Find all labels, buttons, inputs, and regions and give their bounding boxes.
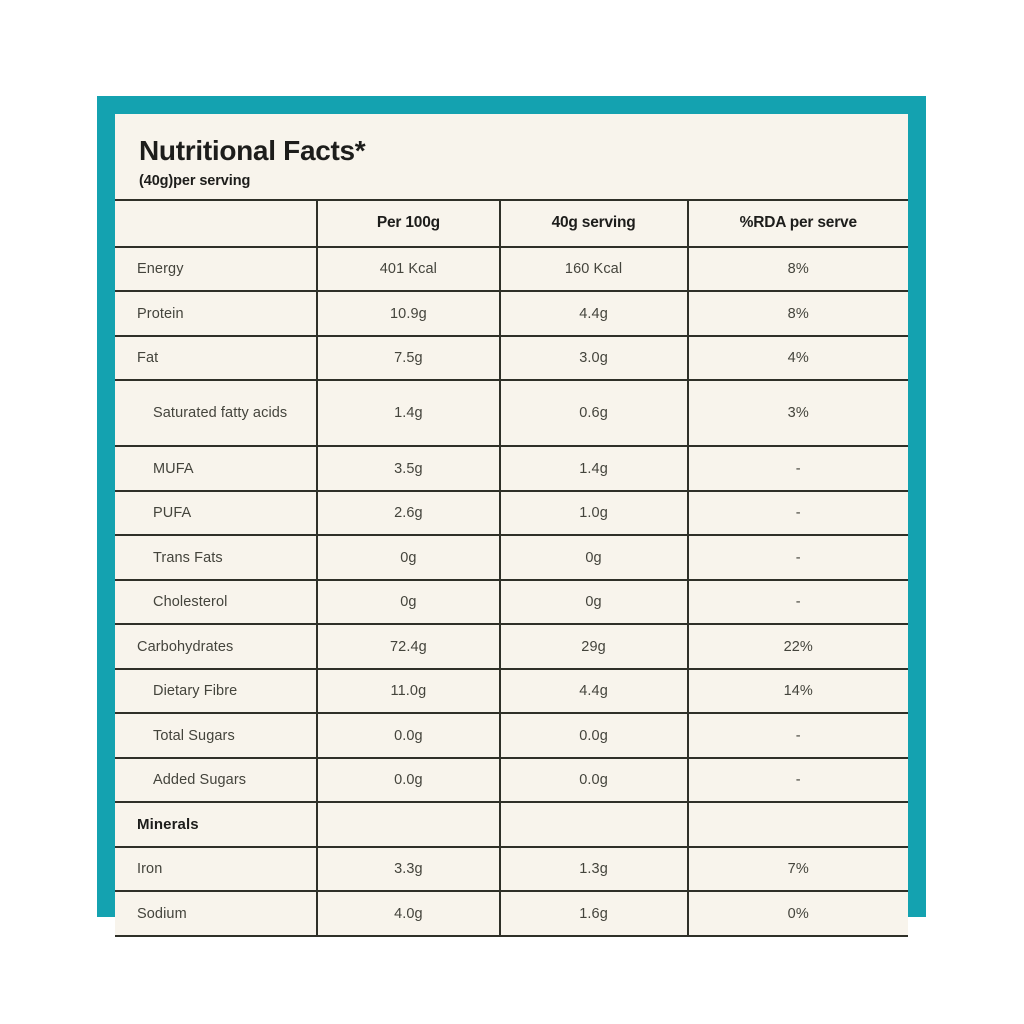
value-per-100g-cell: 4.0g	[317, 891, 499, 936]
column-header-nutrient	[115, 200, 317, 247]
value-per-100g-cell: 1.4g	[317, 380, 499, 446]
table-row	[115, 491, 908, 536]
value-rda-cell: -	[688, 491, 908, 536]
table-row	[115, 669, 908, 714]
value-per-serving-cell	[500, 802, 688, 847]
nutrient-name-cell: Iron	[115, 847, 317, 892]
value-per-100g-cell: 401 Kcal	[317, 247, 499, 292]
table-row	[115, 380, 908, 446]
nutrient-name-cell: Dietary Fibre	[115, 669, 317, 714]
value-per-serving-cell: 4.4g	[500, 291, 688, 336]
value-rda-cell: 22%	[688, 624, 908, 669]
value-rda-cell: -	[688, 580, 908, 625]
table-row	[115, 336, 908, 381]
value-per-serving-cell: 4.4g	[500, 669, 688, 714]
table-row	[115, 580, 908, 625]
nutrient-name-cell: Added Sugars	[115, 758, 317, 803]
value-per-100g-cell: 2.6g	[317, 491, 499, 536]
value-rda-cell: 7%	[688, 847, 908, 892]
table-row	[115, 847, 908, 892]
value-rda-cell: 14%	[688, 669, 908, 714]
value-per-serving-cell: 3.0g	[500, 336, 688, 381]
value-per-serving-cell: 0.0g	[500, 758, 688, 803]
table-row	[115, 713, 908, 758]
nutrient-name-cell: PUFA	[115, 491, 317, 536]
value-per-100g-cell: 0g	[317, 535, 499, 580]
value-per-serving-cell: 1.6g	[500, 891, 688, 936]
nutrient-name-cell: Trans Fats	[115, 535, 317, 580]
value-per-serving-cell: 0.0g	[500, 713, 688, 758]
value-per-100g-cell: 11.0g	[317, 669, 499, 714]
nutrient-name-cell: Sodium	[115, 891, 317, 936]
table-row	[115, 535, 908, 580]
value-per-100g-cell: 3.5g	[317, 446, 499, 491]
value-per-serving-cell: 1.0g	[500, 491, 688, 536]
nutrient-name-cell: MUFA	[115, 446, 317, 491]
value-per-serving-cell: 0g	[500, 535, 688, 580]
value-rda-cell: -	[688, 713, 908, 758]
nutrient-name-cell: Energy	[115, 247, 317, 292]
table-header-row	[115, 200, 908, 247]
section-header-cell: Minerals	[115, 802, 317, 847]
value-rda-cell: 4%	[688, 336, 908, 381]
value-per-serving-cell: 29g	[500, 624, 688, 669]
serving-size-subtitle: (40g)per serving	[139, 172, 251, 189]
table-row	[115, 624, 908, 669]
page-title: Nutritional Facts*	[139, 135, 366, 166]
label-heading-block	[115, 114, 908, 199]
nutrition-facts-table	[115, 199, 908, 937]
value-rda-cell: 0%	[688, 891, 908, 936]
value-per-100g-cell: 0g	[317, 580, 499, 625]
value-rda-cell: -	[688, 446, 908, 491]
value-per-serving-cell: 1.3g	[500, 847, 688, 892]
value-rda-cell: 8%	[688, 247, 908, 292]
table-body	[115, 247, 908, 936]
nutrient-name-cell: Fat	[115, 336, 317, 381]
nutrient-name-cell: Carbohydrates	[115, 624, 317, 669]
value-per-serving-cell: 160 Kcal	[500, 247, 688, 292]
table-row	[115, 891, 908, 936]
value-rda-cell: -	[688, 535, 908, 580]
value-per-100g-cell: 72.4g	[317, 624, 499, 669]
nutrition-label-frame	[97, 96, 926, 922]
value-per-serving-cell: 0g	[500, 580, 688, 625]
value-per-100g-cell: 7.5g	[317, 336, 499, 381]
value-per-serving-cell: 0.6g	[500, 380, 688, 446]
table-row	[115, 446, 908, 491]
nutrient-name-cell: Protein	[115, 291, 317, 336]
table-row	[115, 247, 908, 292]
column-header-per-100g: Per 100g	[317, 200, 499, 247]
value-rda-cell: 3%	[688, 380, 908, 446]
column-header-serving: 40g serving	[500, 200, 688, 247]
value-rda-cell: -	[688, 758, 908, 803]
value-per-100g-cell: 10.9g	[317, 291, 499, 336]
table-row	[115, 758, 908, 803]
nutrient-name-cell: Total Sugars	[115, 713, 317, 758]
value-per-serving-cell: 1.4g	[500, 446, 688, 491]
nutrient-name-cell: Cholesterol	[115, 580, 317, 625]
table-row	[115, 291, 908, 336]
value-per-100g-cell: 3.3g	[317, 847, 499, 892]
value-rda-cell	[688, 802, 908, 847]
table-row	[115, 802, 908, 847]
value-per-100g-cell	[317, 802, 499, 847]
column-header-rda: %RDA per serve	[688, 200, 908, 247]
value-rda-cell: 8%	[688, 291, 908, 336]
value-per-100g-cell: 0.0g	[317, 713, 499, 758]
nutrient-name-cell: Saturated fatty acids	[115, 380, 317, 446]
value-per-100g-cell: 0.0g	[317, 758, 499, 803]
nutrition-label-card	[115, 114, 908, 922]
